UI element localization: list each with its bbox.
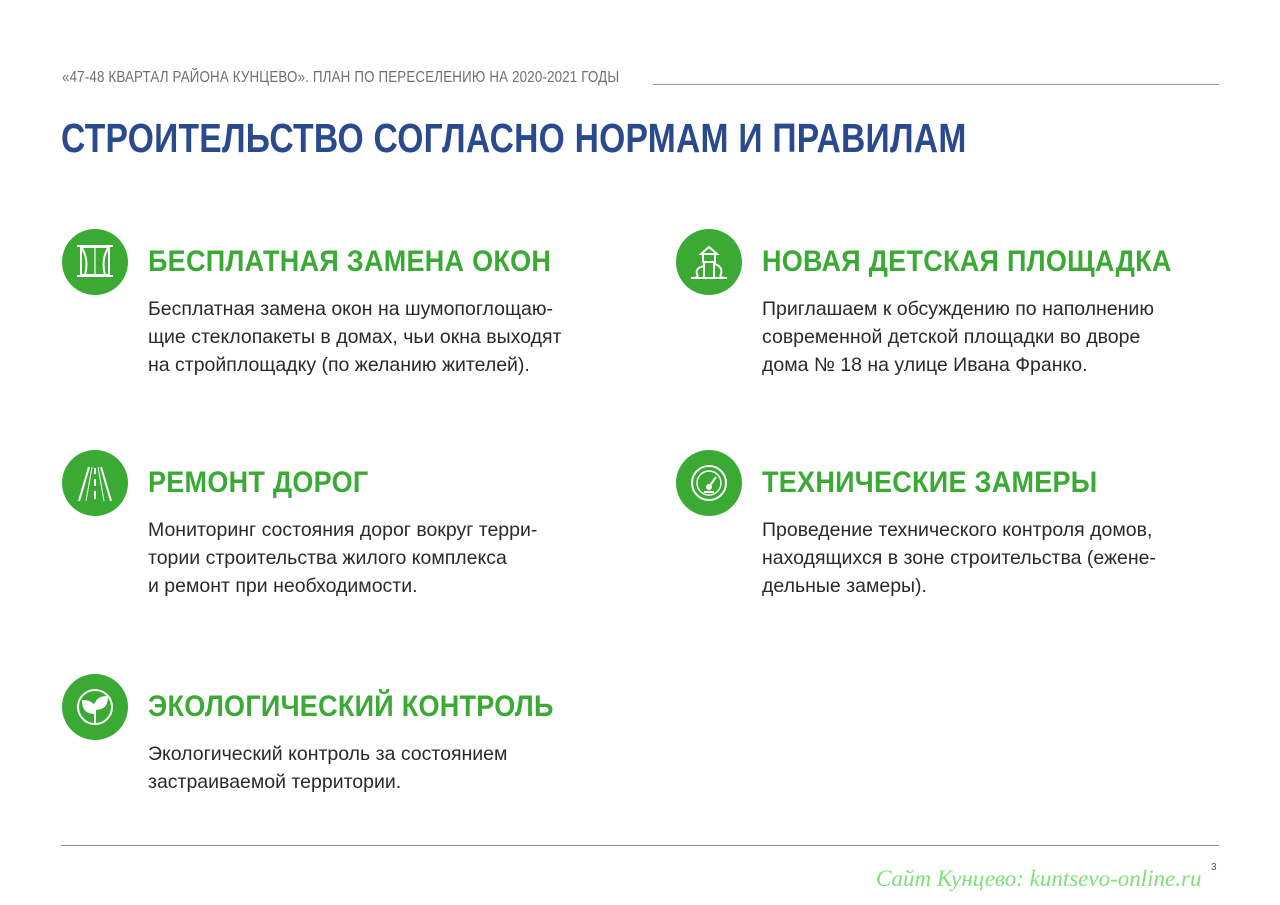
card-title: БЕСПЛАТНАЯ ЗАМЕНА ОКОН <box>148 245 552 278</box>
card-title: ТЕХНИЧЕСКИЕ ЗАМЕРЫ <box>762 466 1098 499</box>
page-number: 3 <box>1211 862 1217 873</box>
header-divider <box>653 84 1219 85</box>
window-icon <box>62 229 128 295</box>
page-title: СТРОИТЕЛЬСТВО СОГЛАСНО НОРМАМ И ПРАВИЛАМ <box>61 115 967 161</box>
card-text: Приглашаем к обсуждению по наполнению современной детской площадки во дворе дома № 18 на улице Ивана Франко. <box>762 298 1154 376</box>
document-subtitle: «47-48 КВАРТАЛ РАЙОНА КУНЦЕВО». ПЛАН ПО ПЕРЕСЕЛЕНИЮ НА 2020-2021 ГОДЫ <box>62 69 620 86</box>
watermark-link[interactable]: Сайт Кунцево: kuntsevo-online.ru <box>876 866 1202 891</box>
card-text: Бесплатная замена окон на шумопоглощаю- щие стеклопакеты в домах, чьи окна выходят на стройплощадку (по желанию жителей). <box>148 298 562 376</box>
eco-leaf-icon <box>62 674 128 740</box>
card-text: Экологический контроль за состоянием застраиваемой территории. <box>148 743 508 793</box>
card-title: РЕМОНТ ДОРОГ <box>148 466 369 499</box>
card-title: ЭКОЛОГИЧЕСКИЙ КОНТРОЛЬ <box>148 690 554 723</box>
header-row <box>62 66 1219 90</box>
card-title: НОВАЯ ДЕТСКАЯ ПЛОЩАДКА <box>762 245 1172 278</box>
card-text: Мониторинг состояния дорог вокруг терри- тории строительства жилого комплекса и ремонт при необходимости. <box>148 519 538 597</box>
footer-divider <box>61 845 1219 846</box>
playground-icon <box>676 229 742 295</box>
card-text: Проведение технического контроля домов, находящихся в зоне строительства (ежене- дельные замеры). <box>762 519 1156 597</box>
road-icon <box>62 450 128 516</box>
gauge-icon <box>676 450 742 516</box>
